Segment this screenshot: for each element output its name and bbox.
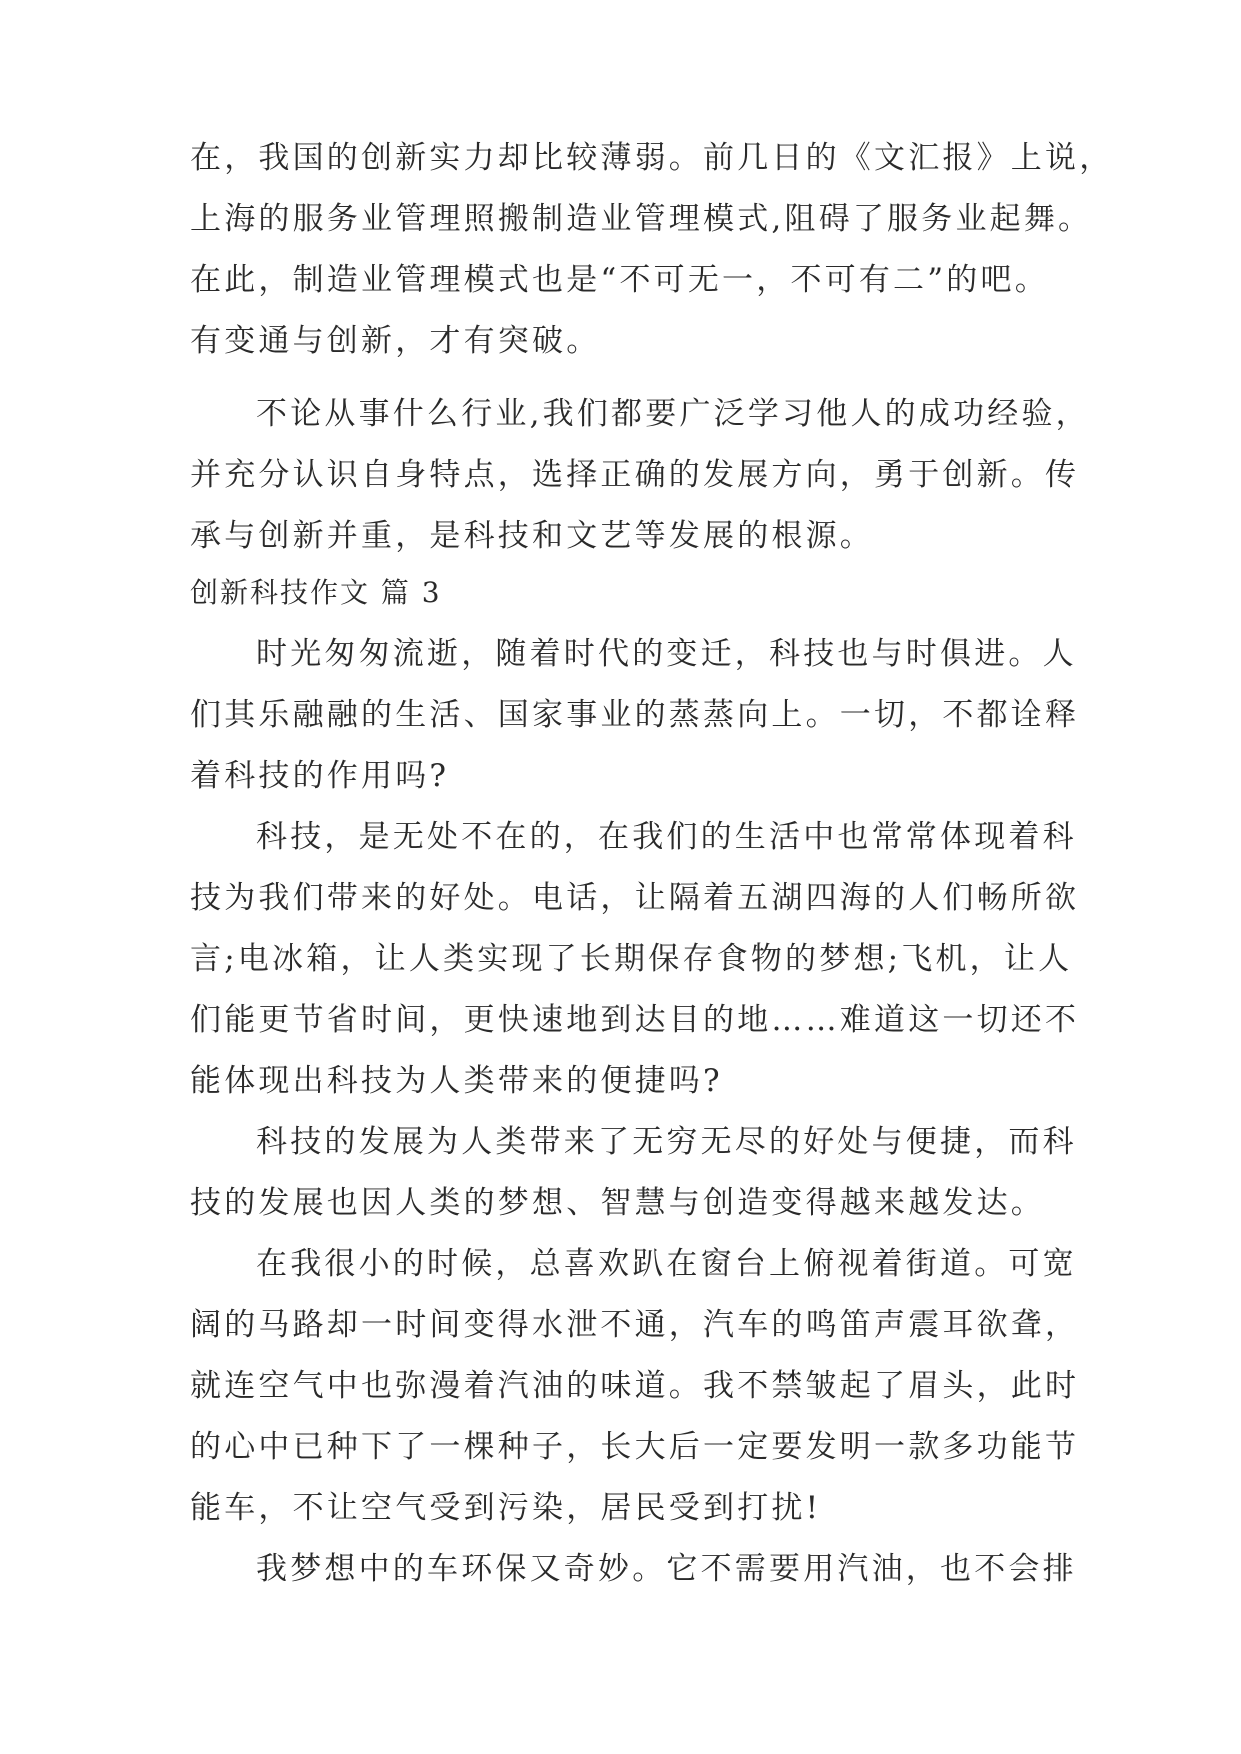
text-line: 在此，制造业管理模式也是“不可无一，不可有二”的吧。: [190, 262, 1049, 298]
paragraph-first-line: 科技，是无处不在的，在我们的生活中也常常体现着科: [256, 819, 1077, 855]
text-line: 能体现出科技为人类带来的便捷吗?: [190, 1063, 723, 1099]
text-line: 有变通与创新，才有突破。: [190, 323, 601, 359]
text-line: 着科技的作用吗?: [190, 758, 450, 794]
text-line: 技的发展也因人类的梦想、智慧与创造变得越来越发达。: [190, 1185, 1045, 1221]
text-line: 承与创新并重，是科技和文艺等发展的根源。: [190, 518, 874, 554]
text-line: 言;电冰箱，让人类实现了长期保存食物的梦想;飞机，让人: [190, 941, 1073, 977]
paragraph-first-line: 我梦想中的车环保又奇妙。它不需要用汽油，也不会排: [256, 1551, 1077, 1587]
text-line: 阔的马路却一时间变得水泄不通，汽车的鸣笛声震耳欲聋，: [190, 1307, 1080, 1343]
text-line: 并充分认识自身特点，选择正确的发展方向，勇于创新。传: [190, 457, 1080, 493]
paragraph-first-line: 在我很小的时候，总喜欢趴在窗台上俯视着街道。可宽: [256, 1246, 1077, 1282]
text-line: 的心中已种下了一棵种子，长大后一定要发明一款多功能节: [190, 1429, 1080, 1465]
text-line: 就连空气中也弥漫着汽油的味道。我不禁皱起了眉头，此时: [190, 1368, 1080, 1404]
text-line: 在，我国的创新实力却比较薄弱。前几日的《文汇报》上说，: [190, 140, 1114, 176]
text-line: 们能更节省时间，更快速地到达目的地……难道这一切还不: [190, 1002, 1080, 1038]
section-heading: 创新科技作文 篇 3: [190, 576, 442, 609]
paragraph-first-line: 科技的发展为人类带来了无穷无尽的好处与便捷，而科: [256, 1124, 1077, 1160]
text-line: 能车，不让空气受到污染，居民受到打扰!: [190, 1490, 822, 1526]
text-line: 技为我们带来的好处。电话，让隔着五湖四海的人们畅所欲: [190, 880, 1080, 916]
text-line: 上海的服务业管理照搬制造业管理模式,阻碍了服务业起舞。: [190, 201, 1093, 237]
paragraph-first-line: 时光匆匆流逝，随着时代的变迁，科技也与时俱进。人: [256, 636, 1077, 672]
text-line: 们其乐融融的生活、国家事业的蒸蒸向上。一切，不都诠释: [190, 697, 1080, 733]
paragraph-first-line: 不论从事什么行业,我们都要广泛学习他人的成功经验，: [256, 396, 1090, 432]
